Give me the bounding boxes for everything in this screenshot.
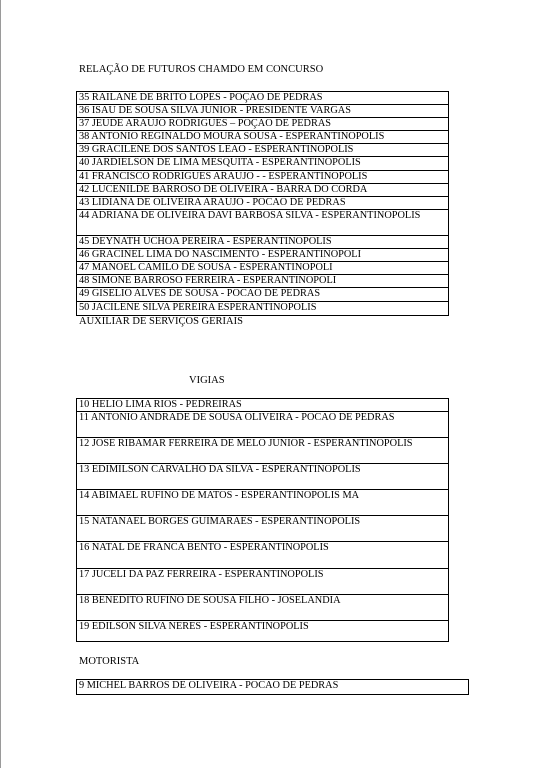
table-row: 45 DEYNATH UCHOA PEREIRA - ESPERANTINOPOLIS [77, 236, 448, 249]
table-row: 36 ISAU DE SOUSA SILVA JUNIOR - PRESIDENTE VARGAS [77, 105, 448, 118]
section-subtitle-auxiliar: AUXILIAR DE SERVIÇOS GERIAIS [79, 316, 243, 327]
table-row: 35 RAILANE DE BRITO LOPES - POÇAO DE PEDRAS [77, 92, 448, 105]
table-vigias [76, 398, 449, 642]
table-row: 37 JEUDE ARAUJO RODRIGUES – POÇAO DE PEDRAS [77, 118, 448, 131]
section-title-motorista: MOTORISTA [79, 656, 140, 667]
table-row: 49 GISELIO ALVES DE SOUSA - POCAO DE PEDRAS [77, 288, 448, 301]
table-row: 43 LIDIANA DE OLIVEIRA ARAUJO - POCAO DE PEDRAS [77, 197, 448, 210]
table-row: 19 EDILSON SILVA NERES - ESPERANTINOPOLIS [79, 620, 309, 632]
table-row: 46 GRACINEL LIMA DO NASCIMENTO - ESPERANTINOPOLI [77, 249, 448, 262]
table-row: 18 BENEDITO RUFINO DE SOUSA FILHO - JOSELANDIA [77, 595, 448, 621]
page-left-edge [0, 0, 1, 768]
table-row: 42 LUCENILDE BARROSO DE OLIVEIRA - BARRA DO CORDA [77, 184, 448, 197]
table-row: 40 JARDIELSON DE LIMA MESQUITA - ESPERANTINOPOLIS [77, 157, 448, 170]
table-row: 16 NATAL DE FRANCA BENTO - ESPERANTINOPOLIS [77, 542, 448, 568]
table-motorista [76, 679, 469, 695]
table-row: 44 ADRIANA DE OLIVEIRA DAVI BARBOSA SILVA - ESPERANTINOPOLIS [77, 210, 448, 236]
table-futuros-chamados [76, 91, 449, 316]
table-row: 11 ANTONIO ANDRADE DE SOUSA OLIVEIRA - POCAO DE PEDRAS [77, 412, 448, 438]
table-row: 50 JACILENE SILVA PEREIRA ESPERANTINOPOLIS [79, 301, 317, 313]
table-row: 47 MANOEL CAMILO DE SOUSA - ESPERANTINOPOLI [77, 262, 448, 275]
table-row: 10 HELIO LIMA RIOS - PEDREIRAS [77, 399, 448, 412]
table-row: 9 MICHEL BARROS DE OLIVEIRA - POCAO DE PEDRAS [79, 680, 339, 691]
table-row: 14 ABIMAEL RUFINO DE MATOS - ESPERANTINOPOLIS MA [77, 490, 448, 516]
table-row: 48 SIMONE BARROSO FERREIRA - ESPERANTINOPOLI [77, 275, 448, 288]
table-row: 38 ANTONIO REGINALDO MOURA SOUSA - ESPERANTINOPOLIS [77, 131, 448, 144]
table-row: 39 GRACILENE DOS SANTOS LEAO - ESPERANTINOPOLIS [77, 144, 448, 157]
table-row: 17 JUCELI DA PAZ FERREIRA - ESPERANTINOPOLIS [77, 569, 448, 595]
table-row: 12 JOSE RIBAMAR FERREIRA DE MELO JUNIOR - ESPERANTINOPOLIS [77, 438, 448, 464]
section-title-futuros: RELAÇÃO DE FUTUROS CHAMDO EM CONCURSO [79, 64, 324, 75]
table-row: 15 NATANAEL BORGES GUIMARAES - ESPERANTINOPOLIS [77, 516, 448, 542]
table-row: 13 EDIMILSON CARVALHO DA SILVA - ESPERANTINOPOLIS [77, 464, 448, 490]
section-title-vigias: VIGIAS [189, 375, 225, 386]
table-row: 41 FRANCISCO RODRIGUES ARAUJO - - ESPERANTINOPOLIS [77, 171, 448, 184]
